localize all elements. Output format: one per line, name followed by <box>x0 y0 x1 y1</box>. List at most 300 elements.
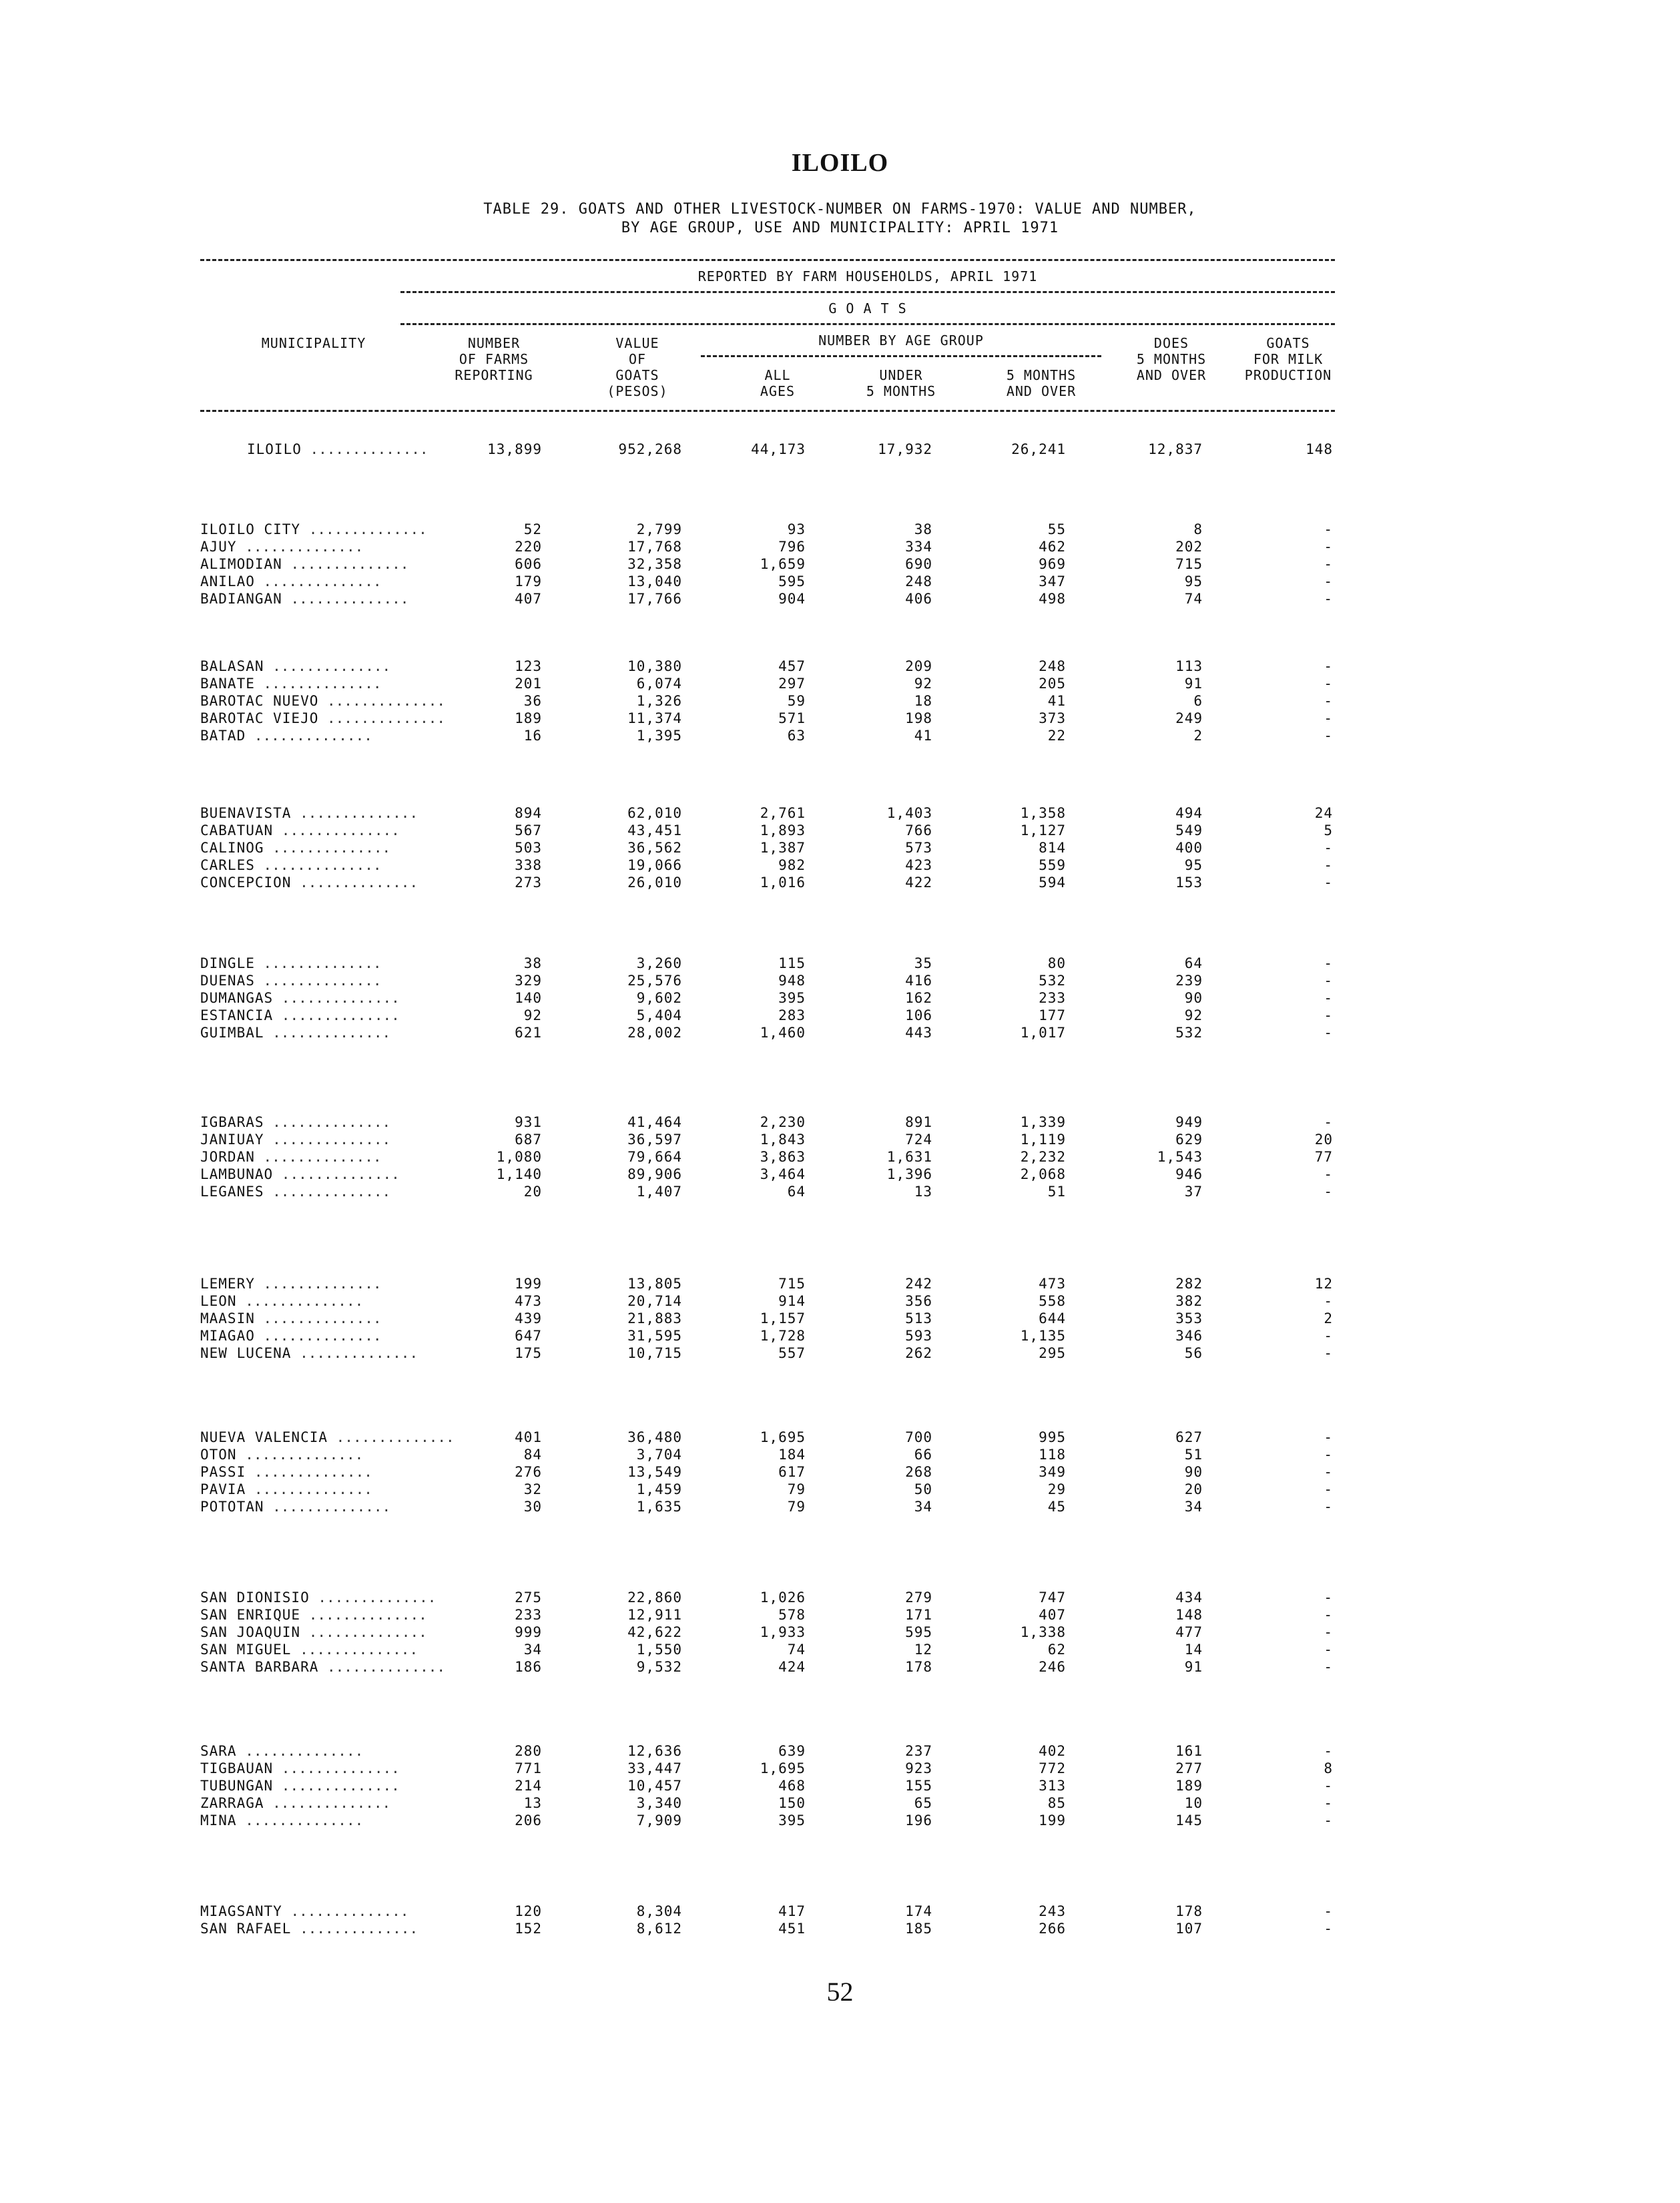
all-ages-cell: 150 <box>778 1795 806 1811</box>
does-cell: 353 <box>1175 1310 1203 1326</box>
under-5-months-cell: 178 <box>905 1659 932 1675</box>
does-cell: 189 <box>1175 1778 1203 1794</box>
municipality-name: ALIMODIAN ..... <box>200 555 408 573</box>
farms-reporting-cell: 621 <box>515 1025 542 1041</box>
farms-reporting-cell: 52 <box>523 521 542 537</box>
does-cell: 74 <box>1184 591 1203 607</box>
does-cell: 95 <box>1184 573 1203 589</box>
caption-line-1: TABLE 29. GOATS AND OTHER LIVESTOCK-NUMBER ON FARMS-1970: VALUE AND NUMBER, <box>483 201 1197 218</box>
all-ages-cell: 914 <box>778 1293 806 1309</box>
all-ages-cell: 571 <box>778 710 806 726</box>
value-cell: 10,380 <box>627 658 682 674</box>
value-cell: 36,597 <box>627 1132 682 1148</box>
does-cell: 239 <box>1175 973 1203 989</box>
milk-goats-cell: - <box>1324 1464 1333 1480</box>
does-cell: 629 <box>1175 1132 1203 1148</box>
table-row <box>0 1344 1680 1362</box>
does-cell: 8 <box>1193 521 1203 537</box>
farms-reporting-cell: 16 <box>523 728 542 744</box>
all-ages-cell: 595 <box>778 573 806 589</box>
milk-goats-cell: 20 <box>1314 1132 1333 1148</box>
caption-line-2: BY AGE GROUP, USE AND MUNICIPALITY: APRIL 1971 <box>621 220 1059 236</box>
municipality-name: MAASIN ..... <box>200 1310 382 1327</box>
over-5-months-cell: 29 <box>1047 1481 1066 1497</box>
over-5-months-cell: 199 <box>1039 1812 1066 1828</box>
under-5-months-cell: 279 <box>905 1589 932 1606</box>
does-cell: 91 <box>1184 676 1203 692</box>
table-row <box>0 1007 1680 1024</box>
over-5-months-cell: 498 <box>1039 591 1066 607</box>
over-5-months-cell: 1,017 <box>1020 1025 1066 1041</box>
does-cell: 2 <box>1193 728 1203 744</box>
under-5-months-cell: 923 <box>905 1760 932 1776</box>
all-ages-cell: 3,863 <box>760 1149 806 1165</box>
all-ages-cell: 395 <box>778 1812 806 1828</box>
over-5-months-cell: 41 <box>1047 693 1066 709</box>
municipality-name: ILOILO CITY ..... <box>200 521 427 538</box>
header-rule-2 <box>400 291 1335 293</box>
municipality-name: SAN DIONISIO ..... <box>200 1589 436 1606</box>
under-5-months-cell: 66 <box>914 1447 932 1463</box>
farms-reporting-cell: 275 <box>515 1589 542 1606</box>
does-cell: 161 <box>1175 1743 1203 1759</box>
milk-goats-cell: - <box>1324 857 1333 873</box>
farms-reporting-cell: 189 <box>515 710 542 726</box>
does-cell: 249 <box>1175 710 1203 726</box>
does-cell: 400 <box>1175 840 1203 856</box>
does-cell: 153 <box>1175 875 1203 891</box>
table-row <box>0 839 1680 856</box>
value-cell: 62,010 <box>627 805 682 821</box>
table-row <box>0 1589 1680 1606</box>
municipality-name: BUENAVISTA ..... <box>200 804 418 822</box>
over-5-months-cell: 22 <box>1047 728 1066 744</box>
does-cell: 715 <box>1175 556 1203 572</box>
farms-reporting-cell: 220 <box>515 539 542 555</box>
municipality-name: BANATE ..... <box>200 675 382 692</box>
table-row <box>0 710 1680 727</box>
under-5-months-cell: 242 <box>905 1276 932 1292</box>
does-cell: 277 <box>1175 1760 1203 1776</box>
farms-reporting-cell: 206 <box>515 1812 542 1828</box>
milk-goats-cell: - <box>1324 1607 1333 1623</box>
milk-goats-cell: 12 <box>1314 1276 1333 1292</box>
milk-goats-cell: - <box>1324 676 1333 692</box>
municipality-name: OTON ..... <box>200 1446 363 1463</box>
municipality-name: CABATUAN ..... <box>200 822 400 839</box>
all-ages-cell: 3,464 <box>760 1166 806 1182</box>
under-5-months-cell: 50 <box>914 1481 932 1497</box>
value-cell: 36,562 <box>627 840 682 856</box>
table-row-total <box>0 441 1680 458</box>
value-cell: 12,911 <box>627 1607 682 1623</box>
municipality-name: MINA ..... <box>200 1812 363 1829</box>
over-5-months-cell: 402 <box>1039 1743 1066 1759</box>
under-5-months-cell: 416 <box>905 973 932 989</box>
under-5-months-cell: 237 <box>905 1743 932 1759</box>
under-5-months-cell: 595 <box>905 1624 932 1640</box>
municipality-name: BAROTAC VIEJO ..... <box>200 710 445 727</box>
value-cell: 3,340 <box>636 1795 682 1811</box>
over-5-months-cell: 177 <box>1039 1007 1066 1023</box>
col-header-value: VALUE OF GOATS (PESOS) <box>607 335 668 399</box>
table-row <box>0 972 1680 989</box>
all-ages-cell: 74 <box>787 1642 806 1658</box>
over-5-months-cell: 26,241 <box>1011 441 1066 457</box>
value-cell: 42,622 <box>627 1624 682 1640</box>
table-row <box>0 1446 1680 1463</box>
municipality-name: NEW LUCENA ..... <box>200 1344 418 1362</box>
over-5-months-cell: 1,127 <box>1020 822 1066 838</box>
all-ages-cell: 44,173 <box>751 441 806 457</box>
value-cell: 89,906 <box>627 1166 682 1182</box>
all-ages-cell: 457 <box>778 658 806 674</box>
over-5-months-cell: 747 <box>1039 1589 1066 1606</box>
milk-goats-cell: 24 <box>1314 805 1333 821</box>
goats-banner: G O A T S <box>828 300 907 316</box>
all-ages-cell: 93 <box>787 521 806 537</box>
farms-reporting-cell: 38 <box>523 955 542 971</box>
value-cell: 28,002 <box>627 1025 682 1041</box>
value-cell: 1,407 <box>636 1184 682 1200</box>
milk-goats-cell: - <box>1324 1589 1333 1606</box>
municipality-name: PAVIA ..... <box>200 1481 372 1498</box>
does-cell: 14 <box>1184 1642 1203 1658</box>
does-cell: 34 <box>1184 1499 1203 1515</box>
all-ages-cell: 1,695 <box>760 1760 806 1776</box>
value-cell: 8,304 <box>636 1903 682 1919</box>
over-5-months-cell: 246 <box>1039 1659 1066 1675</box>
all-ages-cell: 64 <box>787 1184 806 1200</box>
farms-reporting-cell: 233 <box>515 1607 542 1623</box>
table-row <box>0 692 1680 710</box>
municipality-name: GUIMBAL ..... <box>200 1024 390 1041</box>
municipality-name: DUMANGAS ..... <box>200 989 400 1007</box>
table-row <box>0 1658 1680 1676</box>
under-5-months-cell: 262 <box>905 1345 932 1361</box>
over-5-months-cell: 462 <box>1039 539 1066 555</box>
table-row <box>0 989 1680 1007</box>
over-5-months-cell: 295 <box>1039 1345 1066 1361</box>
under-5-months-cell: 423 <box>905 857 932 873</box>
milk-goats-cell: 5 <box>1324 822 1333 838</box>
farms-reporting-cell: 84 <box>523 1447 542 1463</box>
all-ages-cell: 948 <box>778 973 806 989</box>
all-ages-cell: 395 <box>778 990 806 1006</box>
under-5-months-cell: 41 <box>914 728 932 744</box>
does-cell: 64 <box>1184 955 1203 971</box>
municipality-name: DUENAS ..... <box>200 972 382 989</box>
farms-reporting-cell: 140 <box>515 990 542 1006</box>
over-5-months-cell: 1,119 <box>1020 1132 1066 1148</box>
over-5-months-cell: 118 <box>1039 1447 1066 1463</box>
milk-goats-cell: - <box>1324 658 1333 674</box>
milk-goats-cell: - <box>1324 990 1333 1006</box>
municipality-name: ILOILO ..... <box>247 441 429 458</box>
under-5-months-cell: 155 <box>905 1778 932 1794</box>
value-cell: 10,715 <box>627 1345 682 1361</box>
does-cell: 434 <box>1175 1589 1203 1606</box>
table-row <box>0 1760 1680 1777</box>
under-5-months-cell: 18 <box>914 693 932 709</box>
table-row <box>0 1777 1680 1794</box>
value-cell: 3,704 <box>636 1447 682 1463</box>
table-row <box>0 874 1680 891</box>
table-row <box>0 1481 1680 1498</box>
does-cell: 107 <box>1175 1921 1203 1937</box>
value-cell: 1,459 <box>636 1481 682 1497</box>
farms-reporting-cell: 32 <box>523 1481 542 1497</box>
table-row <box>0 856 1680 874</box>
table-row <box>0 1148 1680 1166</box>
does-cell: 148 <box>1175 1607 1203 1623</box>
over-5-months-cell: 55 <box>1047 521 1066 537</box>
municipality-name: ZARRAGA ..... <box>200 1794 390 1812</box>
municipality-name: CARLES ..... <box>200 856 382 874</box>
municipality-name: LEGANES ..... <box>200 1183 390 1200</box>
value-cell: 12,636 <box>627 1743 682 1759</box>
farms-reporting-cell: 567 <box>515 822 542 838</box>
milk-goats-cell: - <box>1324 1642 1333 1658</box>
value-cell: 20,714 <box>627 1293 682 1309</box>
under-5-months-cell: 13 <box>914 1184 932 1200</box>
over-5-months-cell: 969 <box>1039 556 1066 572</box>
milk-goats-cell: - <box>1324 1114 1333 1130</box>
municipality-name: SAN ENRIQUE ..... <box>200 1606 427 1624</box>
does-cell: 92 <box>1184 1007 1203 1023</box>
table-row <box>0 1742 1680 1760</box>
header-rule-top <box>200 259 1335 261</box>
under-5-months-cell: 198 <box>905 710 932 726</box>
value-cell: 21,883 <box>627 1310 682 1326</box>
value-cell: 6,074 <box>636 676 682 692</box>
all-ages-cell: 1,893 <box>760 822 806 838</box>
over-5-months-cell: 594 <box>1039 875 1066 891</box>
over-5-months-cell: 2,068 <box>1020 1166 1066 1182</box>
value-cell: 17,766 <box>627 591 682 607</box>
value-cell: 9,602 <box>636 990 682 1006</box>
table-row <box>0 1606 1680 1624</box>
col-header-municipality: MUNICIPALITY <box>261 335 366 351</box>
over-5-months-cell: 205 <box>1039 676 1066 692</box>
farms-reporting-cell: 687 <box>515 1132 542 1148</box>
municipality-name: SARA ..... <box>200 1742 363 1760</box>
all-ages-cell: 1,695 <box>760 1429 806 1445</box>
table-row <box>0 555 1680 573</box>
does-cell: 532 <box>1175 1025 1203 1041</box>
does-cell: 6 <box>1193 693 1203 709</box>
table-row <box>0 1498 1680 1515</box>
over-5-months-cell: 532 <box>1039 973 1066 989</box>
under-5-months-cell: 185 <box>905 1921 932 1937</box>
milk-goats-cell: - <box>1324 693 1333 709</box>
farms-reporting-cell: 175 <box>515 1345 542 1361</box>
farms-reporting-cell: 503 <box>515 840 542 856</box>
does-cell: 51 <box>1184 1447 1203 1463</box>
under-5-months-cell: 162 <box>905 990 932 1006</box>
table-row <box>0 1310 1680 1327</box>
municipality-name: AJUY ..... <box>200 538 363 555</box>
value-cell: 9,532 <box>636 1659 682 1675</box>
municipality-name: BALASAN ..... <box>200 658 390 675</box>
value-cell: 8,612 <box>636 1921 682 1937</box>
all-ages-cell: 1,843 <box>760 1132 806 1148</box>
farms-reporting-cell: 329 <box>515 973 542 989</box>
table-row <box>0 521 1680 538</box>
does-cell: 382 <box>1175 1293 1203 1309</box>
municipality-name: IGBARAS ..... <box>200 1114 390 1131</box>
farms-reporting-cell: 439 <box>515 1310 542 1326</box>
does-cell: 95 <box>1184 857 1203 873</box>
over-5-months-cell: 62 <box>1047 1642 1066 1658</box>
farms-reporting-cell: 606 <box>515 556 542 572</box>
under-5-months-cell: 268 <box>905 1464 932 1480</box>
value-cell: 13,040 <box>627 573 682 589</box>
under-5-months-cell: 422 <box>905 875 932 891</box>
all-ages-cell: 982 <box>778 857 806 873</box>
all-ages-cell: 1,016 <box>760 875 806 891</box>
all-ages-cell: 1,387 <box>760 840 806 856</box>
milk-goats-cell: 77 <box>1314 1149 1333 1165</box>
milk-goats-cell: - <box>1324 521 1333 537</box>
municipality-name: SANTA BARBARA ..... <box>200 1658 445 1676</box>
under-5-months-cell: 356 <box>905 1293 932 1309</box>
milk-goats-cell: - <box>1324 973 1333 989</box>
milk-goats-cell: - <box>1324 1166 1333 1182</box>
table-row <box>0 1794 1680 1812</box>
under-5-months-cell: 17,932 <box>878 441 932 457</box>
value-cell: 22,860 <box>627 1589 682 1606</box>
milk-goats-cell: - <box>1324 1624 1333 1640</box>
municipality-name: CALINOG ..... <box>200 839 390 856</box>
all-ages-cell: 63 <box>787 728 806 744</box>
all-ages-cell: 79 <box>787 1481 806 1497</box>
over-5-months-cell: 51 <box>1047 1184 1066 1200</box>
value-cell: 2,799 <box>636 521 682 537</box>
under-5-months-cell: 106 <box>905 1007 932 1023</box>
col-header-milk: GOATS FOR MILK PRODUCTION <box>1244 335 1332 383</box>
milk-goats-cell: 8 <box>1324 1760 1333 1776</box>
under-5-months-cell: 573 <box>905 840 932 856</box>
does-cell: 1,543 <box>1157 1149 1203 1165</box>
milk-goats-cell: - <box>1324 1903 1333 1919</box>
col-header-under-5: UNDER 5 MONTHS <box>866 367 936 399</box>
table-row <box>0 538 1680 555</box>
all-ages-cell: 1,026 <box>760 1589 806 1606</box>
municipality-name: LAMBUNAO ..... <box>200 1166 400 1183</box>
all-ages-cell: 297 <box>778 676 806 692</box>
all-ages-cell: 417 <box>778 1903 806 1919</box>
municipality-name: NUEVA VALENCIA ..... <box>200 1429 455 1446</box>
table-row <box>0 1166 1680 1183</box>
under-5-months-cell: 248 <box>905 573 932 589</box>
milk-goats-cell: - <box>1324 1007 1333 1023</box>
age-group-rule <box>701 355 1101 357</box>
col-header-all-ages: ALL AGES <box>760 367 796 399</box>
under-5-months-cell: 92 <box>914 676 932 692</box>
milk-goats-cell: - <box>1324 1345 1333 1361</box>
value-cell: 25,576 <box>627 973 682 989</box>
milk-goats-cell: - <box>1324 728 1333 744</box>
does-cell: 202 <box>1175 539 1203 555</box>
farms-reporting-cell: 123 <box>515 658 542 674</box>
farms-reporting-cell: 199 <box>515 1276 542 1292</box>
col-header-farms: NUMBER OF FARMS REPORTING <box>455 335 533 383</box>
does-cell: 91 <box>1184 1659 1203 1675</box>
over-5-months-cell: 349 <box>1039 1464 1066 1480</box>
farms-reporting-cell: 407 <box>515 591 542 607</box>
over-5-months-cell: 558 <box>1039 1293 1066 1309</box>
table-row <box>0 1624 1680 1641</box>
does-cell: 37 <box>1184 1184 1203 1200</box>
farms-reporting-cell: 931 <box>515 1114 542 1130</box>
milk-goats-cell: - <box>1324 573 1333 589</box>
milk-goats-cell: - <box>1324 1481 1333 1497</box>
farms-reporting-cell: 20 <box>523 1184 542 1200</box>
farms-reporting-cell: 771 <box>515 1760 542 1776</box>
farms-reporting-cell: 186 <box>515 1659 542 1675</box>
milk-goats-cell: 148 <box>1306 441 1333 457</box>
municipality-name: JANIUAY ..... <box>200 1131 390 1148</box>
does-cell: 113 <box>1175 658 1203 674</box>
all-ages-cell: 1,728 <box>760 1328 806 1344</box>
milk-goats-cell: - <box>1324 955 1333 971</box>
under-5-months-cell: 724 <box>905 1132 932 1148</box>
municipality-name: SAN MIGUEL ..... <box>200 1641 418 1658</box>
farms-reporting-cell: 201 <box>515 676 542 692</box>
farms-reporting-cell: 36 <box>523 693 542 709</box>
over-5-months-cell: 407 <box>1039 1607 1066 1623</box>
does-cell: 477 <box>1175 1624 1203 1640</box>
all-ages-cell: 639 <box>778 1743 806 1759</box>
over-5-months-cell: 1,338 <box>1020 1624 1066 1640</box>
all-ages-cell: 79 <box>787 1499 806 1515</box>
value-cell: 19,066 <box>627 857 682 873</box>
municipality-name: DINGLE ..... <box>200 955 382 972</box>
farms-reporting-cell: 152 <box>515 1921 542 1937</box>
table-row <box>0 1292 1680 1310</box>
value-cell: 26,010 <box>627 875 682 891</box>
under-5-months-cell: 38 <box>914 521 932 537</box>
over-5-months-cell: 347 <box>1039 573 1066 589</box>
value-cell: 17,768 <box>627 539 682 555</box>
over-5-months-cell: 1,339 <box>1020 1114 1066 1130</box>
over-5-months-cell: 313 <box>1039 1778 1066 1794</box>
does-cell: 346 <box>1175 1328 1203 1344</box>
does-cell: 90 <box>1184 990 1203 1006</box>
over-5-months-cell: 243 <box>1039 1903 1066 1919</box>
milk-goats-cell: - <box>1324 1447 1333 1463</box>
milk-goats-cell: - <box>1324 1499 1333 1515</box>
farms-reporting-cell: 214 <box>515 1778 542 1794</box>
municipality-name: SAN RAFAEL ..... <box>200 1920 418 1937</box>
table-row <box>0 1327 1680 1344</box>
farms-reporting-cell: 894 <box>515 805 542 821</box>
all-ages-cell: 184 <box>778 1447 806 1463</box>
municipality-name: TIGBAUAN ..... <box>200 1760 400 1777</box>
value-cell: 5,404 <box>636 1007 682 1023</box>
all-ages-cell: 578 <box>778 1607 806 1623</box>
does-cell: 90 <box>1184 1464 1203 1480</box>
over-5-months-cell: 266 <box>1039 1921 1066 1937</box>
farms-reporting-cell: 1,140 <box>496 1166 542 1182</box>
table-row <box>0 955 1680 972</box>
milk-goats-cell: - <box>1324 1184 1333 1200</box>
under-5-months-cell: 65 <box>914 1795 932 1811</box>
under-5-months-cell: 700 <box>905 1429 932 1445</box>
municipality-name: BADIANGAN ..... <box>200 590 408 607</box>
all-ages-cell: 283 <box>778 1007 806 1023</box>
